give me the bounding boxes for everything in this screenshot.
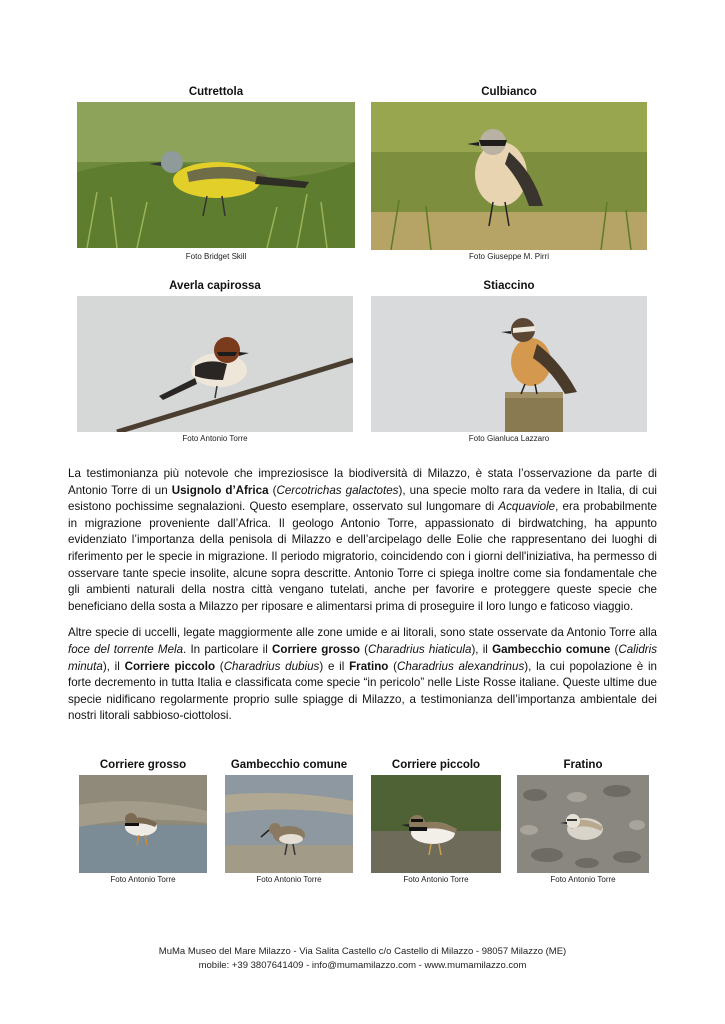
figure-corriere-piccolo xyxy=(371,759,501,889)
figure-title: Fratino xyxy=(563,759,603,771)
scientific-name: Calidris minuta xyxy=(68,642,658,673)
place-name: Acquaviole xyxy=(498,500,556,514)
text-run: ( xyxy=(268,483,277,497)
shrike-photo-icon xyxy=(77,296,353,432)
scientific-name: Charadrius alexandrinus xyxy=(397,659,525,673)
little-stint-photo-icon xyxy=(225,775,353,873)
photo-credit: Foto Antonio Torre xyxy=(182,434,248,443)
scientific-name: Cercotrichas galactotes xyxy=(276,483,399,497)
yellow-wagtail-photo-icon xyxy=(77,102,355,248)
text-run: , era probabilmente in migrazione proveniente dall’Africa. Il geologo Antonio Torre, appassionato di birdwatching, ha appunto evidenziato l’importanza della penisola di Milazzo e dell’arcipelago delle Eolie che rappresentano dei luoghi di riferimento per le specie in migrazione. Il periodo migratorio, coincidendo con i giorni dell'iniziativa, ha permesso di osservare tante specie insolite, alcune sopra descritte. Antonio Torre ci spiega inoltre come sia fondamentale che gli ambienti naturali della nostra città vengano tutelati, anche per favorire e proteggere queste specie che beneficiano della sosta a Milazzo per riposare e alimentarsi prima di proseguire il loro lungo e faticoso viaggio. xyxy=(68,500,657,613)
text-run: . In particolare il xyxy=(183,642,272,656)
photo-credit: Foto Antonio Torre xyxy=(110,875,176,884)
figure-title: Gambecchio comune xyxy=(230,759,348,771)
figure-corriere-grosso xyxy=(79,759,207,889)
text-run: ( xyxy=(215,659,224,673)
photo-credit: Foto Gianluca Lazzaro xyxy=(468,434,550,443)
text-run: ( xyxy=(388,659,398,673)
figure-fratino xyxy=(517,759,649,889)
species-name: Corriere piccolo xyxy=(124,659,216,673)
figure-stiaccino xyxy=(371,280,647,448)
place-name: foce del torrente Mela xyxy=(68,642,184,656)
photo-credit: Foto Antonio Torre xyxy=(256,875,322,884)
text-run: ), il xyxy=(102,659,125,673)
scientific-name: Charadrius hiaticula xyxy=(368,642,472,656)
figure-cutrettola xyxy=(77,86,355,264)
text-run: La testimonianza più notevole che impreziosisce la biodiversità di Milazzo, è stata l’osservazione da parte di Antonio Torre di un xyxy=(68,467,657,497)
figure-title: Stiaccino xyxy=(483,280,535,292)
figure-gambecchio-comune xyxy=(225,759,353,889)
species-name: Usignolo d’Africa xyxy=(171,483,269,497)
figure-title: Culbianco xyxy=(481,86,537,98)
kentish-plover-photo-icon xyxy=(517,775,649,873)
species-name: Corriere grosso xyxy=(271,642,360,656)
wheatear-photo-icon xyxy=(371,102,647,250)
text-run: ( xyxy=(359,642,368,656)
text-run: ( xyxy=(610,642,619,656)
species-name: Fratino xyxy=(349,659,389,673)
figure-title: Averla capirossa xyxy=(169,280,261,292)
text-run: ), una specie molto rara da vedere in Italia, di cui esistono pochissime segnalazioni. Questo esemplare, osservato sul lungomare di xyxy=(68,483,657,514)
paragraph-litorali xyxy=(68,625,657,725)
figure-title: Cutrettola xyxy=(188,86,244,98)
figure-title: Corriere grosso xyxy=(99,759,187,771)
figure-averla-capirossa xyxy=(77,280,353,448)
ringed-plover-photo-icon xyxy=(79,775,207,873)
figure-title: Corriere piccolo xyxy=(391,759,481,771)
text-run: ), la cui popolazione è in forte decremento in tutta Italia e classificata come specie “in pericolo” nelle Liste Rosse italiane. Queste ultime due specie nidificano regolarmente proprio sulle spiagge di Milazzo, a testimonianza dell’importanza ambientale dei nostri litorali sabbioso-ciottolosi. xyxy=(68,659,658,723)
little-ringed-plover-photo-icon xyxy=(371,775,501,873)
footer-contacts: mobile: +39 3807641409 - info@mumamilazzo.com - www.mumamilazzo.com xyxy=(198,960,527,971)
scientific-name: Charadrius dubius xyxy=(223,659,320,673)
species-name: Gambecchio comune xyxy=(492,642,611,656)
figure-culbianco xyxy=(371,86,647,264)
photo-credit: Foto Antonio Torre xyxy=(550,875,616,884)
footer-address: MuMa Museo del Mare Milazzo - Via Salita Castello c/o Castello di Milazzo - 98057 Milazzo (ME) xyxy=(158,946,567,957)
page-footer xyxy=(0,945,725,973)
text-run: Altre specie di uccelli, legate maggiormente alle zone umide e ai litorali, sono state osservate da Antonio Torre alla xyxy=(68,626,657,640)
whinchat-photo-icon xyxy=(371,296,647,432)
paragraph-usignolo xyxy=(68,466,657,615)
photo-credit: Foto Giuseppe M. Pirri xyxy=(468,252,550,261)
text-run: ) e il xyxy=(319,659,350,673)
photo-credit: Foto Antonio Torre xyxy=(403,875,469,884)
photo-credit: Foto Bridget Skill xyxy=(185,252,247,261)
text-run: ), il xyxy=(471,642,493,656)
article-body xyxy=(68,466,657,725)
